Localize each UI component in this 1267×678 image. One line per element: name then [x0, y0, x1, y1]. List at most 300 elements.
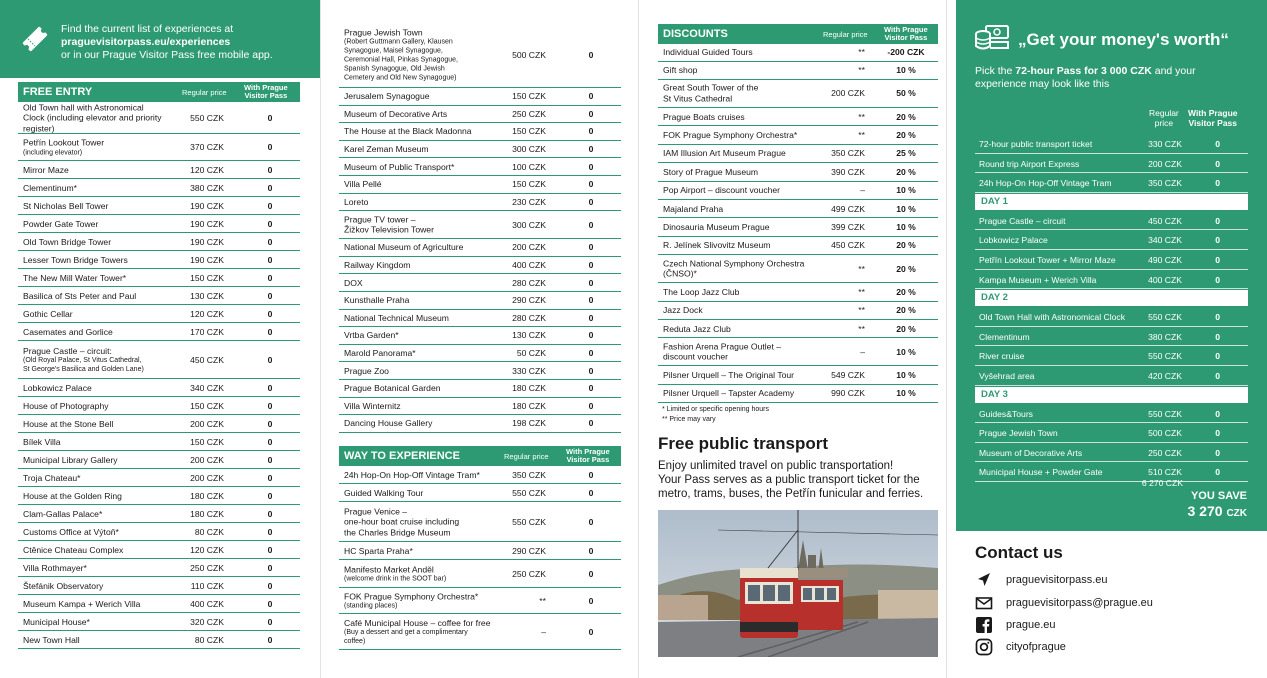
row-regular-price: 250 CZK [512, 568, 546, 579]
row-pass-price: 0 [1215, 312, 1220, 323]
row-pass-price: 0 [1215, 178, 1220, 189]
transport-line-2: Your Pass serves as a public transport ticket for the [658, 474, 920, 486]
row-pass-price: 10 % [896, 203, 916, 214]
row-pass-price: 0 [267, 218, 273, 229]
table-row [339, 211, 621, 239]
row-name: Fashion Arena Prague Outlet – discount voucher [663, 341, 782, 362]
footnote-price-vary: ** Price may vary [662, 415, 716, 423]
row-name: Kunsthalle Praha [344, 294, 410, 305]
row-pass-price: 25 % [896, 148, 916, 159]
table-row [18, 102, 300, 134]
row-regular-price: 50 CZK [516, 348, 546, 359]
fold-line [638, 0, 639, 678]
row-pass-price: 0 [267, 562, 273, 573]
table-row [18, 469, 300, 487]
row-name: Individual Guided Tours [663, 47, 753, 58]
row-name: House at the Golden Ring [23, 490, 122, 501]
table-row [339, 345, 621, 363]
row-pass-price: 0 [267, 454, 273, 465]
row-regular-price: – [860, 185, 865, 196]
table-row [339, 542, 621, 560]
row-regular-price: 250 CZK [512, 108, 546, 119]
table-row [18, 134, 300, 161]
row-regular-price: 400 CZK [190, 598, 224, 609]
row-regular-price: 550 CZK [1148, 312, 1182, 323]
row-regular-price: 230 CZK [512, 196, 546, 207]
ticket-icon [20, 24, 50, 54]
row-regular-price: 550 CZK [512, 487, 546, 498]
row-regular-price: 190 CZK [190, 200, 224, 211]
row-regular-price: 290 CZK [512, 545, 546, 556]
contact-title: Contact us [975, 543, 1063, 562]
row-pass-price: 0 [267, 526, 273, 537]
row-pass-price: 10 % [896, 185, 916, 196]
row-regular-price: 150 CZK [512, 91, 546, 102]
money-worth-row [975, 250, 1248, 270]
row-pass-price: 0 [588, 91, 594, 102]
row-pass-price: 0 [267, 236, 273, 247]
table-row [18, 595, 300, 613]
table-row [658, 320, 938, 338]
visitor-pass-header: With Prague Visitor Pass [1188, 108, 1238, 128]
row-name: Old Town Bridge Tower [23, 236, 112, 247]
row-name: R. Jelínek Slivovitz Museum [663, 240, 771, 251]
row-name: Old Town hall with Astronomical Clock (including elevator and priority register) [23, 101, 162, 133]
row-name: Prague Jewish Town [979, 428, 1058, 439]
row-regular-price: 280 CZK [512, 277, 546, 288]
row-pass-price: 0 [588, 516, 594, 527]
money-worth-row [975, 443, 1248, 463]
row-regular-price: 150 CZK [190, 272, 224, 283]
row-regular-price: 340 CZK [1148, 235, 1182, 246]
table-row [658, 62, 938, 80]
row-pass-price: 0 [267, 326, 273, 337]
tram-photo [658, 510, 938, 657]
table-row [339, 123, 621, 141]
day-label: DAY 3 [975, 387, 1248, 403]
row-name: Pilsner Urquell – The Original Tour [663, 369, 795, 380]
regular-price-header: Regular price [1149, 108, 1179, 128]
row-regular-price: 380 CZK [190, 182, 224, 193]
discounts-table [658, 24, 938, 403]
table-header [339, 446, 621, 466]
table-row [339, 292, 621, 310]
table-row [18, 523, 300, 541]
row-name: Clementinum* [23, 182, 77, 193]
row-regular-price: 120 CZK [190, 164, 224, 175]
table-row [339, 106, 621, 124]
table-row [658, 163, 938, 181]
table-row [18, 251, 300, 269]
fold-line [946, 0, 947, 678]
table-row [18, 631, 300, 649]
money-worth-row [975, 211, 1248, 231]
row-pass-price: 0 [588, 383, 594, 394]
experiences-banner [0, 0, 320, 78]
fold-line [320, 0, 321, 678]
row-name: Clam-Gallas Palace* [23, 508, 103, 519]
regular-price-header: Regular price [823, 30, 868, 39]
row-pass-price: 0 [267, 142, 273, 152]
row-regular-price: 300 CZK [512, 219, 546, 230]
row-pass-price: 0 [1215, 467, 1220, 478]
row-name: Bílek Villa [23, 436, 61, 447]
day-label: DAY 2 [975, 290, 1248, 306]
row-pass-price: 0 [1215, 139, 1220, 149]
row-pass-price: 0 [588, 330, 594, 341]
row-pass-price: 0 [267, 400, 273, 411]
table-row [339, 588, 621, 614]
row-pass-price: 10 % [896, 388, 916, 399]
total-regular-price: 6 270 CZK [1141, 478, 1183, 488]
day-label: DAY 1 [975, 194, 1248, 210]
visitor-pass-header: With Prague Visitor Pass [566, 447, 610, 464]
row-pass-price: 0 [267, 200, 273, 211]
row-regular-price: 420 CZK [1148, 371, 1182, 381]
row-regular-price: ** [539, 595, 546, 606]
row-name: National Technical Museum [344, 312, 449, 323]
row-name: Ctěnice Chateau Complex [23, 544, 124, 555]
row-pass-price: 0 [267, 272, 273, 283]
row-pass-price: 20 % [896, 305, 916, 316]
row-pass-price: 0 [1215, 428, 1220, 439]
row-regular-price: 500 CZK [512, 49, 546, 60]
money-worth-row [975, 134, 1248, 154]
row-pass-price: 0 [588, 219, 594, 230]
row-pass-price: 0 [267, 418, 273, 429]
row-name: Prague Venice – one-hour boat cruise including the Charles Bridge Museum [344, 505, 460, 537]
row-name: House at the Stone Bell [23, 418, 114, 429]
row-name: Štefánik Observatory [23, 580, 104, 591]
transport-line-1: Enjoy unlimited travel on public transportation! [658, 460, 894, 472]
table-row [339, 257, 621, 275]
row-pass-price: 0 [267, 164, 273, 175]
row-regular-price: 340 CZK [190, 382, 224, 393]
row-pass-price: 10 % [896, 369, 916, 380]
row-regular-price: ** [858, 305, 865, 316]
table-row [339, 194, 621, 212]
row-pass-price: 20 % [896, 111, 916, 122]
row-name: Kampa Museum + Werich Villa [979, 274, 1097, 285]
row-regular-price: ** [858, 130, 865, 141]
row-regular-price: 130 CZK [512, 330, 546, 341]
row-regular-price: 190 CZK [190, 218, 224, 229]
row-name: The House at the Black Madonna [344, 126, 472, 137]
row-regular-price: ** [858, 263, 865, 274]
row-regular-price: – [541, 626, 546, 637]
row-regular-price: 110 CZK [190, 580, 224, 591]
table-row [18, 215, 300, 233]
row-pass-price: 0 [588, 595, 594, 606]
row-pass-price: 0 [588, 260, 594, 271]
row-pass-price: 0 [267, 616, 273, 627]
row-pass-price: 0 [588, 348, 594, 359]
row-name: Gift shop [663, 65, 698, 76]
table-row [339, 274, 621, 292]
row-regular-price: 180 CZK [190, 508, 224, 519]
table-row [18, 613, 300, 631]
table-row [18, 197, 300, 215]
row-name: Great South Tower of the St Vitus Cathedral [663, 82, 759, 104]
location-arrow-icon [975, 571, 993, 589]
row-regular-price: 180 CZK [512, 400, 546, 411]
transport-title: Free public transport [658, 434, 829, 453]
row-name: River cruise [979, 351, 1025, 362]
row-pass-price: 0 [267, 290, 273, 301]
row-regular-price: 550 CZK [512, 516, 546, 527]
row-pass-price: 0 [588, 400, 594, 411]
row-name: Prague TV tower – Žižkov Television Tower [344, 214, 434, 235]
table-header [658, 24, 938, 44]
visitor-pass-header: With Prague Visitor Pass [884, 25, 928, 42]
row-name: Guides&Tours [979, 408, 1033, 419]
row-name: Manifesto Market Anděl (welcome drink in the SOOT bar) [344, 563, 447, 583]
row-name: St Nicholas Bell Tower [23, 200, 109, 211]
row-regular-price: ** [858, 111, 865, 122]
money-worth-column: „Get your money's worth“ Pick the 72-hour Pass for 3 000 CZK and your experience may look like this Regular price With Prague Visitor Pass 72-hour public transport ticket 330 CZK 0 Round trip Airport Express 200 CZK 0 24h Hop-On Hop-Off Vintage Tram 350 CZK 0 DAY 1 Prague Castle – circuit 450 CZK 0 Lobkowicz Palace 340 CZK 0 Petřín Lookout Tower + Mirror Maze 490 CZK 0 Kampa Museum + Werich Villa 400 CZK 0 DAY 2 Old Town Hall with Astronomical Clock 550 CZK 0 Clementinum 380 CZK 0 River cruise 550 CZK 0 Vyšehrad area 420 CZK 0 DAY 3 Guides&Tours 550 CZK 0 Prague Jewish Town 500 CZK 0 Museum of Decorative Arts 250 CZK 0 Municipal House + Powder Gate 510 CZK 0 6 270 CZK YOU SAVE 3 270 CZK Contact us praguevisitorpass.eu praguevisitorpass@prague.eu prague.eu cityofprague [956, 0, 1267, 678]
row-pass-price: 0 [588, 126, 594, 137]
row-pass-price: 0 [267, 182, 273, 193]
row-regular-price: 370 CZK [190, 142, 224, 152]
row-regular-price: 150 CZK [512, 126, 546, 137]
row-name: Lobkowicz Palace [979, 235, 1048, 246]
row-regular-price: 120 CZK [190, 308, 224, 319]
banner-line-1: Find the current list of experiences at [61, 23, 234, 35]
row-pass-price: 0 [588, 295, 594, 306]
row-name: HC Sparta Praha* [344, 545, 413, 556]
row-regular-price: 200 CZK [190, 472, 224, 483]
table-row [339, 362, 621, 380]
row-pass-price: 0 [588, 49, 594, 60]
row-regular-price: 350 CZK [1148, 178, 1182, 189]
money-worth-row [975, 346, 1248, 366]
row-name: Municipal House + Powder Gate [979, 467, 1103, 478]
table-row [339, 141, 621, 159]
table-row [18, 161, 300, 179]
row-name: Prague Zoo [344, 365, 389, 376]
table-row [18, 577, 300, 595]
row-pass-price: 0 [588, 179, 594, 190]
row-name: Museum of Decorative Arts [979, 447, 1083, 458]
row-name: Petřín Lookout Tower (including elevator) [23, 137, 105, 156]
transport-line-3: metro, trams, buses, the Petřín funicular and ferries. [658, 488, 924, 500]
row-pass-price: 0 [267, 436, 273, 447]
row-name: 24h Hop-On Hop-Off Vintage Tram [979, 178, 1112, 189]
row-regular-price: 120 CZK [190, 544, 224, 555]
row-name: Clementinum [979, 331, 1030, 342]
row-regular-price: 250 CZK [190, 562, 224, 573]
money-worth-box [956, 0, 1267, 531]
row-name: Powder Gate Tower [23, 218, 99, 229]
row-name: DOX [344, 277, 363, 288]
row-name: Prague Castle – circuit: (Old Royal Palace, St Vitus Cathedral, St George's Basilica and Golden Lane) [23, 345, 144, 373]
footnote-opening-hours: * Limited or specific opening hours [662, 406, 770, 413]
row-pass-price: 0 [588, 469, 594, 480]
table-row [339, 560, 621, 588]
row-name: FOK Prague Symphony Orchestra* (standing places) [344, 590, 479, 610]
table-title: FREE ENTRY [23, 86, 93, 98]
table-row [658, 108, 938, 126]
table-row [339, 380, 621, 398]
row-pass-price: 20 % [896, 130, 916, 141]
row-regular-price: 190 CZK [190, 254, 224, 265]
row-name: FOK Prague Symphony Orchestra* [663, 129, 798, 140]
row-name: Lobkowicz Palace [23, 382, 92, 393]
row-regular-price: 390 CZK [831, 166, 865, 177]
row-name: House of Photography [23, 400, 109, 411]
row-pass-price: 0 [588, 418, 594, 429]
table-title: WAY TO EXPERIENCE [344, 450, 460, 462]
row-regular-price: ** [858, 323, 865, 334]
money-worth-row [975, 307, 1248, 327]
you-save-label: YOU SAVE [1190, 490, 1247, 502]
row-name: Troja Chateau* [23, 472, 81, 483]
row-name: Mirror Maze [23, 164, 69, 175]
money-worth-row [975, 327, 1248, 347]
row-regular-price: 150 CZK [190, 436, 224, 447]
row-pass-price: 0 [588, 277, 594, 288]
row-name: Prague Castle – circuit [979, 215, 1066, 226]
table-row [658, 44, 938, 62]
money-worth-title: „Get your money's worth“ [1018, 30, 1229, 49]
row-name: Dancing House Gallery [344, 418, 433, 429]
tram-illustration [658, 510, 938, 657]
money-worth-row [975, 423, 1248, 443]
row-pass-price: 20 % [896, 263, 916, 274]
row-pass-price: 0 [267, 354, 273, 365]
table-row [658, 182, 938, 200]
table-row [18, 179, 300, 197]
row-pass-price: 0 [267, 490, 273, 501]
row-pass-price: 20 % [896, 286, 916, 297]
money-worth-row [975, 154, 1248, 174]
row-name: Karel Zeman Museum [344, 143, 429, 154]
row-regular-price: – [860, 346, 865, 357]
row-pass-price: 20 % [896, 166, 916, 177]
row-regular-price: 200 CZK [190, 418, 224, 429]
row-regular-price: 990 CZK [831, 388, 865, 399]
row-regular-price: ** [858, 65, 865, 76]
row-name: Petřín Lookout Tower + Mirror Maze [979, 255, 1116, 265]
row-name: The Loop Jazz Club [663, 286, 740, 297]
row-name: Reduta Jazz Club [663, 323, 731, 334]
row-regular-price: 550 CZK [1148, 408, 1182, 419]
row-name: Story of Prague Museum [663, 166, 759, 177]
row-regular-price: 130 CZK [190, 290, 224, 301]
row-pass-price: 0 [267, 634, 273, 645]
row-name: Casemates and Gorlice [23, 326, 113, 337]
table-row [18, 305, 300, 323]
row-name: Vrtba Garden* [344, 330, 399, 341]
row-regular-price: 550 CZK [1148, 351, 1182, 362]
row-name: 72-hour public transport ticket [979, 139, 1093, 149]
banner-line-3: or in our Prague Visitor Pass free mobile app. [61, 49, 273, 61]
row-name: Dinosauria Museum Prague [663, 221, 770, 232]
row-regular-price: 200 CZK [1148, 158, 1182, 169]
row-regular-price: 510 CZK [1148, 467, 1182, 478]
facebook-icon [975, 616, 993, 634]
table-row [658, 200, 938, 218]
regular-price-header: Regular price [504, 452, 549, 461]
row-name: Prague Boats cruises [663, 111, 745, 122]
row-regular-price: 330 CZK [1148, 139, 1182, 149]
row-pass-price: 0 [1215, 255, 1220, 265]
row-regular-price: 500 CZK [1148, 428, 1182, 439]
row-name: Old Town Hall with Astronomical Clock [979, 312, 1125, 323]
table-row [18, 287, 300, 305]
row-name: Czech National Symphony Orchestra (ČNSO)* [663, 258, 805, 279]
row-pass-price: 0 [1215, 447, 1220, 458]
table-row [339, 22, 621, 88]
table-row [339, 415, 621, 433]
banner-link[interactable]: praguevisitorpass.eu/experiences [61, 36, 231, 48]
free-entry-table [18, 82, 300, 649]
row-pass-price: 0 [588, 108, 594, 119]
row-pass-price: 0 [588, 568, 594, 579]
row-regular-price: 549 CZK [831, 369, 865, 380]
row-regular-price: 490 CZK [1148, 255, 1182, 265]
table-row [339, 176, 621, 194]
table-row [18, 505, 300, 523]
row-name: Vyšehrad area [979, 371, 1035, 381]
row-pass-price: 0 [267, 508, 273, 519]
row-regular-price: 320 CZK [190, 616, 224, 627]
row-regular-price: ** [858, 286, 865, 297]
table-row [339, 88, 621, 106]
row-pass-price: 10 % [896, 222, 916, 233]
money-worth-row [975, 230, 1248, 250]
table-row [339, 484, 621, 502]
money-worth-row [975, 270, 1248, 290]
row-regular-price: 350 CZK [831, 148, 865, 159]
row-name: Gothic Cellar [23, 308, 73, 319]
row-regular-price: 300 CZK [512, 144, 546, 155]
way-to-experience-table [339, 446, 621, 650]
footnotes [662, 405, 769, 424]
row-pass-price: 0 [588, 242, 594, 253]
row-pass-price: 0 [267, 308, 273, 319]
free-entry-table-continued [339, 22, 621, 433]
row-name: IAM Illusion Art Museum Prague [663, 148, 786, 159]
row-regular-price: 450 CZK [831, 240, 865, 251]
table-row [339, 502, 621, 542]
money-worth-row [975, 404, 1248, 424]
row-regular-price: 198 CZK [512, 418, 546, 429]
row-regular-price: 150 CZK [512, 179, 546, 190]
table-row [658, 126, 938, 144]
row-name: Lesser Town Bridge Towers [23, 254, 128, 265]
column-free-entry [0, 0, 320, 678]
table-row [339, 466, 621, 484]
row-regular-price: 380 CZK [1148, 331, 1182, 342]
row-regular-price: 399 CZK [831, 222, 865, 233]
row-name: New Town Hall [23, 634, 80, 645]
table-row [658, 218, 938, 236]
row-pass-price: 0 [1215, 408, 1220, 419]
envelope-icon [975, 594, 993, 612]
row-name: Museum of Decorative Arts [344, 108, 448, 119]
row-name: Marold Panorama* [344, 347, 416, 358]
row-regular-price: 250 CZK [1148, 447, 1182, 458]
row-pass-price: 50 % [896, 88, 916, 99]
row-name: Jazz Dock [663, 304, 703, 315]
row-name: Railway Kingdom [344, 259, 411, 270]
table-row [658, 338, 938, 366]
row-name: Pilsner Urquell – Tapster Academy [663, 388, 795, 399]
row-regular-price: 170 CZK [190, 326, 224, 337]
row-pass-price: 0 [1215, 331, 1220, 342]
row-name: Customs Office at Výtoň* [23, 526, 119, 537]
